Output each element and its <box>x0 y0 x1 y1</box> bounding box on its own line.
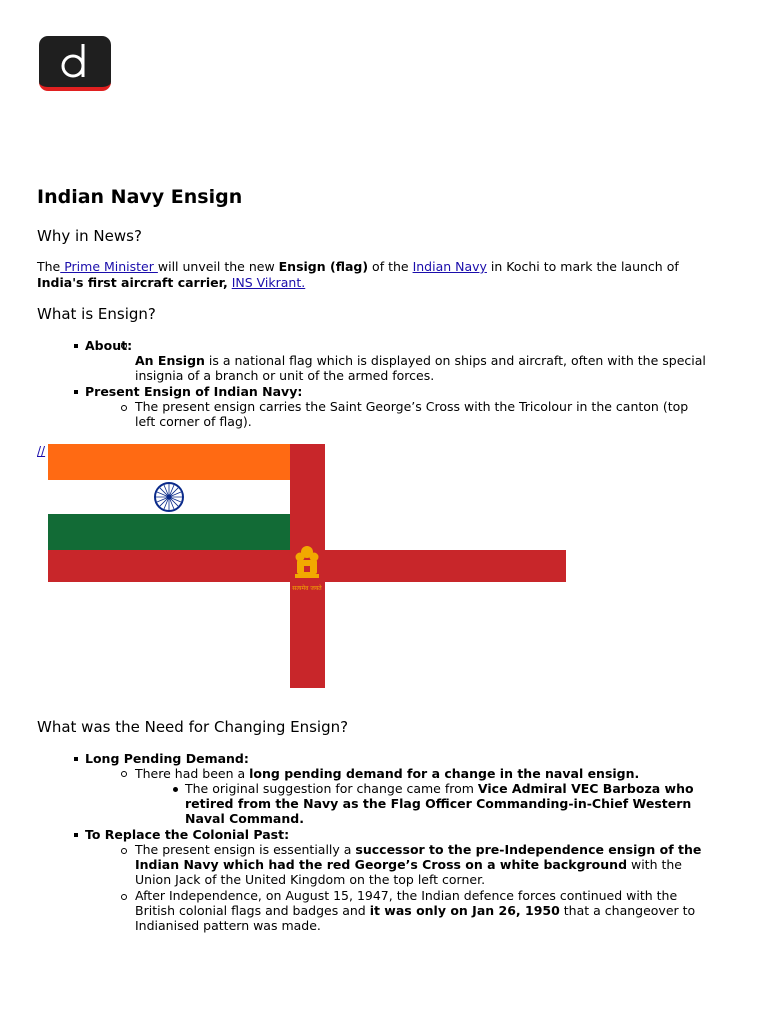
bullet-square <box>74 757 78 761</box>
independence-text: Indianised pattern was made. <box>135 918 321 933</box>
about-text: insignia of a branch or unit of the armed forces. <box>135 368 435 383</box>
orig-text: retired from the Navy as the Flag Officer Commanding-in-Chief Western <box>185 796 692 811</box>
present-label: Present Ensign of Indian Navy: <box>85 384 303 399</box>
bullet-circle <box>121 343 127 349</box>
green-band <box>48 514 290 550</box>
lpd-text: There had been a long pending demand for a change in the naval ensign. <box>135 766 640 781</box>
colonial-text: The present ensign is essentially a successor to the pre-Independence ensign of the <box>135 842 702 857</box>
news-text: The <box>37 259 61 274</box>
colonial-text: Indian Navy which had the red George’s Cross on a white background with the <box>135 857 682 872</box>
orig-text: Naval Command. <box>185 811 304 826</box>
news-paragraph <box>37 259 737 290</box>
bullet-square <box>74 833 78 837</box>
bullet-dot <box>173 787 178 792</box>
news-bold: Ensign (flag) <box>278 259 369 274</box>
bullet-circle <box>121 848 127 854</box>
flag-image-link[interactable]: // <box>37 444 46 458</box>
lpd-label: Long Pending Demand: <box>85 751 249 766</box>
present-text: The present ensign carries the Saint George’s Cross with the Tricolour in the canton (top <box>135 399 689 414</box>
what-is-ensign-heading: What is Ensign? <box>37 305 156 323</box>
saffron-band <box>48 444 290 480</box>
ashoka-chakra-icon <box>155 483 183 511</box>
why-in-news-heading: Why in News? <box>37 227 142 245</box>
news-text: will unveil the new <box>157 259 279 274</box>
ins-vikrant-link[interactable]: INS Vikrant. <box>231 274 306 290</box>
news-bold: India's first aircraft carrier, <box>37 274 228 290</box>
indian-navy-link[interactable]: Indian Navy <box>412 259 487 274</box>
news-text: of the <box>368 259 413 274</box>
colonial-text: Union Jack of the United Kingdom on the top left corner. <box>135 872 486 887</box>
indian-navy-ensign-image <box>48 444 566 688</box>
logo-d-icon <box>39 36 111 87</box>
about-text: An Ensign is a national flag which is displayed on ships and aircraft, often with the special <box>135 353 706 368</box>
need-list <box>37 751 737 941</box>
need-heading: What was the Need for Changing Ensign? <box>37 718 349 736</box>
about-label: About: <box>85 338 133 353</box>
news-text: in Kochi to mark the launch of <box>486 259 679 274</box>
ensign-list <box>37 338 737 438</box>
orig-text: The original suggestion for change came from Vice Admiral VEC Barboza who <box>185 781 694 796</box>
present-text: left corner of flag). <box>135 414 252 429</box>
bullet-square <box>74 390 78 394</box>
app-logo[interactable] <box>39 36 111 91</box>
colonial-label: To Replace the Colonial Past: <box>85 827 290 842</box>
bullet-circle <box>121 771 127 777</box>
prime-minister-link[interactable]: Prime Minister <box>60 259 158 274</box>
bullet-circle <box>121 405 127 411</box>
independence-text: British colonial flags and badges and it was only on Jan 26, 1950 that a changeover to <box>135 903 696 918</box>
bullet-circle <box>121 894 127 900</box>
page-title: Indian Navy Ensign <box>37 186 243 208</box>
independence-text: After Independence, on August 15, 1947, the Indian defence forces continued with the <box>135 888 678 903</box>
bullet-square <box>74 344 78 348</box>
emblem-motto: सत्यमेव जयते <box>292 585 322 592</box>
